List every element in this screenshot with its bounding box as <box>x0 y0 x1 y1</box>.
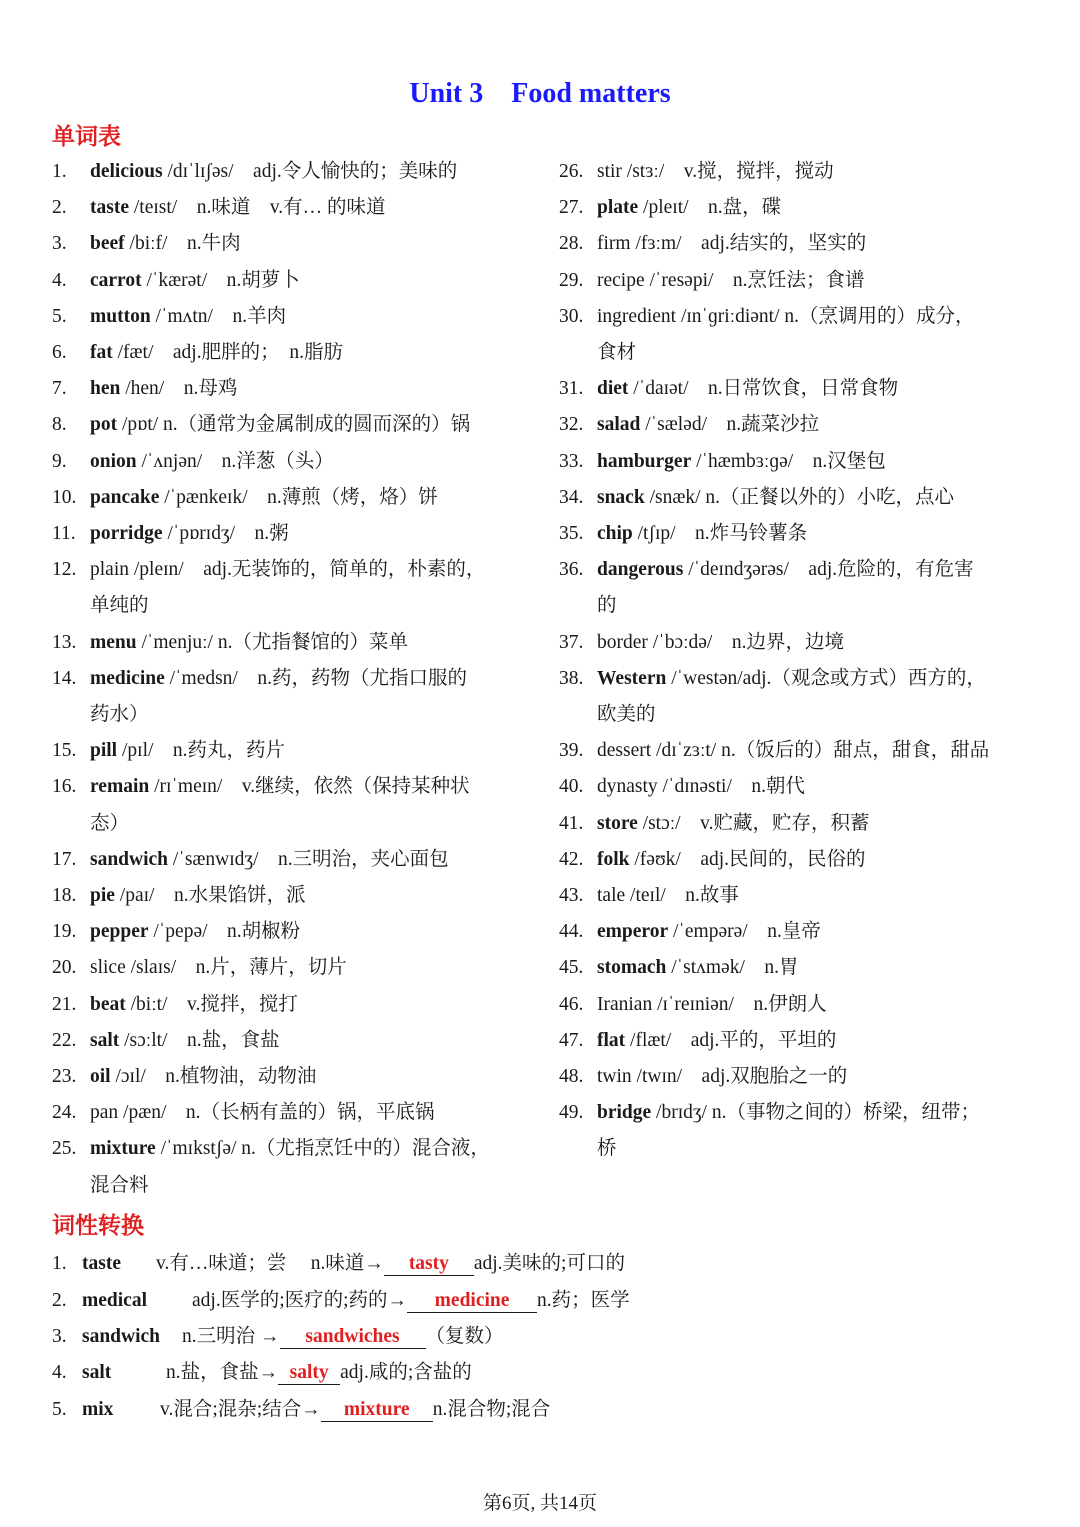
conversion-item <box>52 1356 472 1385</box>
entry-definition-continued: 欧美的 <box>597 704 656 726</box>
conversion-item <box>52 1247 625 1276</box>
entry-definition: /teɪl/ n.故事 <box>625 885 739 907</box>
entry-word: tale <box>597 885 626 907</box>
entry-definition-continued: 单纯的 <box>90 595 149 617</box>
vocab-entry <box>559 299 1039 371</box>
entry-number: 28. <box>559 233 584 255</box>
entry-word: onion <box>90 450 137 472</box>
entry-number: 44. <box>559 921 584 943</box>
vocab-entry <box>52 769 532 841</box>
entry-word: menu <box>90 631 137 653</box>
entry-word: pie <box>90 885 115 907</box>
vocab-entry <box>559 371 1039 407</box>
entry-number: 47. <box>559 1029 584 1051</box>
vocab-entry <box>559 733 1039 769</box>
entry-number: 7. <box>52 378 67 400</box>
entry-number: 11. <box>52 523 76 545</box>
entry-definition: /ˈwestən/adj.（观念或方式）西方的， <box>666 667 986 689</box>
entry-word: snack <box>597 486 645 508</box>
conversion-meaning: v.混合;混杂;结合 <box>160 1399 302 1420</box>
vocab-entry <box>559 480 1039 516</box>
entry-word: oil <box>90 1066 111 1088</box>
entry-word: hen <box>90 378 121 400</box>
entry-word: emperor <box>597 921 669 943</box>
entry-number: 35. <box>559 523 584 545</box>
entry-word: dangerous <box>597 559 684 581</box>
conversion-number: 3. <box>52 1326 67 1347</box>
entry-number: 46. <box>559 993 584 1015</box>
entry-number: 38. <box>559 667 584 689</box>
vocab-entry <box>52 1059 532 1095</box>
entry-definition: /ˈkærət/ n.胡萝卜 <box>141 269 300 291</box>
entry-definition: /slaɪs/ n.片，薄片，切片 <box>125 957 347 979</box>
entry-number: 31. <box>559 378 584 400</box>
conversion-word: mix <box>82 1399 114 1420</box>
entry-number: 1. <box>52 161 67 182</box>
entry-word: recipe <box>597 269 645 291</box>
entry-word: twin <box>597 1066 632 1088</box>
entry-definition-continued: 药水） <box>90 704 149 726</box>
entry-definition: /brɪdʒ/ n.（事物之间的）桥梁，纽带； <box>651 1102 980 1124</box>
entry-word: ingredient <box>597 305 677 327</box>
vocab-entry <box>52 190 532 226</box>
entry-word: Western <box>597 667 667 689</box>
entry-word: fat <box>90 342 113 364</box>
entry-word: delicious <box>90 161 163 182</box>
entry-definition: /ˈresəpi/ n.烹饪法；食谱 <box>644 269 865 291</box>
entry-definition: /pleɪt/ n.盘，碟 <box>638 197 782 219</box>
vocab-entry <box>52 878 532 914</box>
entry-number: 49. <box>559 1102 584 1124</box>
conversion-answer: mixture <box>321 1399 433 1422</box>
entry-number: 25. <box>52 1138 77 1160</box>
conversion-answer: sandwiches <box>280 1326 426 1349</box>
conversion-number: 4. <box>52 1362 67 1383</box>
page-footer: 第6页, 共14页 <box>482 1493 597 1514</box>
entry-number: 30. <box>559 305 584 327</box>
entry-number: 39. <box>559 740 584 762</box>
vocab-entry <box>52 1131 532 1203</box>
entry-number: 10. <box>52 486 77 508</box>
entry-number: 19. <box>52 921 77 943</box>
entry-word: taste <box>90 197 129 219</box>
entry-number: 12. <box>52 559 77 581</box>
vocab-entry <box>52 226 532 262</box>
conversion-number: 5. <box>52 1399 67 1420</box>
conversion-item <box>52 1393 550 1422</box>
entry-definition: /ˈpænkeɪk/ n.薄煎（烤，烙）饼 <box>159 486 438 508</box>
vocab-column-right <box>559 154 1039 1168</box>
conversion-item <box>52 1320 504 1349</box>
entry-definition: /ˈʌnjən/ n.洋葱（头） <box>136 450 334 472</box>
entry-number: 21. <box>52 993 77 1015</box>
vocab-entry <box>559 806 1039 842</box>
entry-definition-continued: 食材 <box>597 342 637 364</box>
entry-number: 16. <box>52 776 77 798</box>
vocab-entry <box>559 407 1039 443</box>
entry-number: 37. <box>559 631 584 653</box>
vocab-entry <box>559 1059 1039 1095</box>
entry-definition: /fɜːm/ adj.结实的，坚实的 <box>630 233 867 255</box>
entry-number: 9. <box>52 450 67 472</box>
entry-word: folk <box>597 848 630 870</box>
entry-definition: /tʃɪp/ n.炸马铃薯条 <box>632 523 808 545</box>
vocab-entry <box>52 842 532 878</box>
conversion-answer: tasty <box>384 1253 474 1276</box>
conversion-target-meaning: adj.咸的;含盐的 <box>340 1362 472 1383</box>
entry-word: remain <box>90 776 150 798</box>
entry-definition-continued: 混合料 <box>90 1174 149 1196</box>
vocab-column-left <box>52 154 532 1204</box>
entry-word: flat <box>597 1029 626 1051</box>
vocab-entry <box>559 987 1039 1023</box>
conversion-target-meaning: （复数） <box>425 1326 504 1347</box>
entry-number: 36. <box>559 559 584 581</box>
entry-word: stir <box>597 161 622 182</box>
vocab-entry <box>52 516 532 552</box>
entry-word: pan <box>90 1102 119 1124</box>
arrow-icon: → <box>364 1253 384 1274</box>
entry-number: 32. <box>559 414 584 436</box>
entry-definition: /teɪst/ n.味道 v.有… 的味道 <box>128 197 386 219</box>
entry-word: firm <box>597 233 631 255</box>
arrow-icon: → <box>387 1290 408 1311</box>
entry-word: bridge <box>597 1102 652 1124</box>
entry-definition-continued: 桥 <box>597 1138 617 1160</box>
entry-definition: /ɔɪl/ n.植物油，动物油 <box>110 1066 317 1088</box>
entry-word: pot <box>90 414 118 436</box>
conversion-target-meaning: n.药；医学 <box>537 1290 630 1311</box>
entry-definition: /flæt/ adj.平的，平坦的 <box>625 1029 837 1051</box>
entry-definition-continued: 的 <box>597 595 617 617</box>
unit-label: Unit 3 <box>409 78 484 109</box>
entry-definition: /stɔː/ v.贮藏，贮存，积蓄 <box>637 812 870 834</box>
entry-definition: /ˈmʌtn/ n.羊肉 <box>150 305 287 327</box>
entry-definition: /twɪn/ adj.双胞胎之一的 <box>631 1066 848 1088</box>
entry-number: 5. <box>52 305 67 327</box>
entry-definition: /ˈsæləd/ n.蔬菜沙拉 <box>640 414 820 436</box>
entry-word: Iranian <box>597 993 653 1015</box>
entry-number: 14. <box>52 667 77 689</box>
entry-definition: /ɪnˈɡriːdiənt/ n.（烹调用的）成分， <box>676 305 975 327</box>
entry-definition: /pɒt/ n.（通常为金属制成的圆而深的）锅 <box>117 414 471 436</box>
entry-number: 20. <box>52 957 77 979</box>
conversion-number: 1. <box>52 1253 67 1274</box>
entry-word: beef <box>90 233 125 255</box>
entry-word: pepper <box>90 921 149 943</box>
entry-word: mutton <box>90 305 151 327</box>
entry-word: plate <box>597 197 639 219</box>
entry-word: plain <box>90 559 129 581</box>
entry-number: 33. <box>559 450 584 472</box>
entry-word: medicine <box>90 667 165 689</box>
entry-number: 17. <box>52 848 77 870</box>
entry-definition: /dɪˈlɪʃəs/ adj.令人愉快的；美味的 <box>162 161 458 182</box>
entry-word: salt <box>90 1029 120 1051</box>
entry-word: chip <box>597 523 633 545</box>
entry-word: salad <box>597 414 641 436</box>
entry-number: 43. <box>559 885 584 907</box>
entry-definition: /rɪˈmeɪn/ v.继续，依然（保持某种状 <box>149 776 470 798</box>
vocab-entry <box>559 950 1039 986</box>
vocab-entry <box>52 480 532 516</box>
entry-definition: /ˈempərə/ n.皇帝 <box>668 921 821 943</box>
entry-definition: /ˈmɪkstʃə/ n.（尤指烹饪中的）混合液， <box>155 1138 490 1160</box>
entry-definition: /ˈsænwɪdʒ/ n.三明治，夹心面包 <box>168 848 449 870</box>
conversion-answer: salty <box>278 1362 340 1385</box>
vocab-entry <box>52 1023 532 1059</box>
entry-definition: /hen/ n.母鸡 <box>120 378 238 400</box>
conversion-target-meaning: n.混合物;混合 <box>432 1399 551 1420</box>
entry-definition: /biːt/ v.搅拌，搅打 <box>125 993 298 1015</box>
vocab-entry <box>559 552 1039 624</box>
entry-definition: /dɪˈzɜːt/ n.（饭后的）甜点，甜食，甜品 <box>651 740 990 762</box>
section-heading-conversion: 词性转换 <box>52 1213 144 1239</box>
vocab-entry <box>559 914 1039 950</box>
entry-number: 13. <box>52 631 77 653</box>
vocab-entry <box>52 154 532 190</box>
vocab-entry <box>52 661 532 733</box>
entry-word: dynasty <box>597 776 658 798</box>
conversion-word: taste <box>82 1253 121 1274</box>
entry-definition: /paɪ/ n.水果馅饼，派 <box>114 885 306 907</box>
entry-number: 26. <box>559 161 584 182</box>
entry-definition: /stɜː/ v.搅，搅拌，搅动 <box>621 161 834 182</box>
entry-number: 42. <box>559 848 584 870</box>
entry-definition: /sɔːlt/ n.盐，食盐 <box>119 1029 280 1051</box>
entry-word: carrot <box>90 269 142 291</box>
entry-word: border <box>597 631 648 653</box>
vocab-entry <box>52 950 532 986</box>
page-title <box>0 78 1080 110</box>
entry-definition: /fəʊk/ adj.民间的，民俗的 <box>629 848 866 870</box>
entry-definition: /ˈmedsn/ n.药，药物（尤指口服的 <box>164 667 467 689</box>
vocab-entry <box>559 661 1039 733</box>
entry-number: 27. <box>559 197 584 219</box>
vocab-entry <box>52 444 532 480</box>
entry-number: 24. <box>52 1102 77 1124</box>
entry-word: stomach <box>597 957 667 979</box>
vocab-entry <box>52 263 532 299</box>
vocab-entry <box>559 1023 1039 1059</box>
entry-definition: /ɪˈreɪniən/ n.伊朗人 <box>652 993 827 1015</box>
vocab-entry <box>52 552 532 624</box>
entry-word: dessert <box>597 740 652 762</box>
entry-definition: /pæn/ n.（长柄有盖的）锅，平底锅 <box>118 1102 435 1124</box>
conversion-meaning: v.有…味道；尝 n.味道 <box>156 1253 365 1274</box>
entry-definition: /ˈdaɪət/ n.日常饮食，日常食物 <box>628 378 899 400</box>
conversion-item <box>52 1284 630 1313</box>
vocab-entry <box>52 733 532 769</box>
entry-word: sandwich <box>90 848 169 870</box>
entry-definition: /ˈhæmbɜːɡə/ n.汉堡包 <box>691 450 886 472</box>
entry-definition: /ˈdeɪndʒərəs/ adj.危险的，有危害 <box>683 559 974 581</box>
conversion-target-meaning: adj.美味的;可口的 <box>473 1253 625 1274</box>
unit-topic: Food matters <box>511 78 671 109</box>
conversion-answer: medicine <box>407 1290 537 1313</box>
entry-word: porridge <box>90 523 163 545</box>
entry-word: diet <box>597 378 629 400</box>
entry-number: 15. <box>52 740 77 762</box>
vocab-entry <box>52 914 532 950</box>
conversion-meaning: n.盐，食盐 <box>166 1362 259 1383</box>
conversion-word: medical <box>82 1290 147 1311</box>
entry-definition: /biːf/ n.牛肉 <box>124 233 241 255</box>
vocab-entry <box>559 263 1039 299</box>
arrow-icon: → <box>258 1362 279 1383</box>
entry-number: 2. <box>52 197 67 219</box>
entry-word: beat <box>90 993 126 1015</box>
entry-number: 3. <box>52 233 67 255</box>
entry-number: 34. <box>559 486 584 508</box>
entry-number: 40. <box>559 776 584 798</box>
entry-definition: /ˈmenjuː/ n.（尤指餐馆的）菜单 <box>136 631 408 653</box>
entry-definition: /ˈstʌmək/ n.胃 <box>666 957 799 979</box>
vocab-entry <box>52 335 532 371</box>
vocab-entry <box>559 226 1039 262</box>
vocab-entry <box>559 878 1039 914</box>
entry-word: mixture <box>90 1138 156 1160</box>
entry-definition: /pɪl/ n.药丸，药片 <box>117 740 286 762</box>
arrow-icon: → <box>260 1326 280 1347</box>
entry-number: 41. <box>559 812 584 834</box>
vocab-entry <box>52 299 532 335</box>
section-heading-vocab: 单词表 <box>52 124 121 150</box>
entry-definition: /pleɪn/ adj.无装饰的，简单的，朴素的， <box>129 559 486 581</box>
entry-definition: /snæk/ n.（正餐以外的）小吃，点心 <box>644 486 954 508</box>
entry-word: pancake <box>90 486 160 508</box>
vocab-entry <box>52 407 532 443</box>
entry-number: 48. <box>559 1066 584 1088</box>
entry-number: 22. <box>52 1029 77 1051</box>
entry-definition: /ˈpɒrɪdʒ/ n.粥 <box>162 523 289 545</box>
entry-number: 45. <box>559 957 584 979</box>
entry-number: 23. <box>52 1066 77 1088</box>
vocab-entry <box>52 987 532 1023</box>
entry-number: 8. <box>52 414 67 436</box>
entry-definition: /ˈbɔːdə/ n.边界，边境 <box>647 631 844 653</box>
conversion-number: 2. <box>52 1290 67 1311</box>
entry-word: store <box>597 812 638 834</box>
entry-number: 4. <box>52 269 67 291</box>
entry-word: pill <box>90 740 118 762</box>
vocab-entry <box>559 842 1039 878</box>
entry-definition-continued: 态） <box>90 812 130 834</box>
vocab-entry <box>559 625 1039 661</box>
vocab-entry <box>559 444 1039 480</box>
conversion-word: salt <box>82 1362 112 1383</box>
conversion-meaning: n.三明治 <box>182 1326 261 1347</box>
entry-definition: /ˈdɪnəsti/ n.朝代 <box>657 776 805 798</box>
vocab-entry <box>52 625 532 661</box>
entry-word: hamburger <box>597 450 692 472</box>
conversion-word: sandwich <box>82 1326 161 1347</box>
vocab-entry <box>559 190 1039 226</box>
arrow-icon: → <box>301 1399 321 1420</box>
entry-number: 6. <box>52 342 67 364</box>
vocab-entry <box>559 516 1039 552</box>
vocab-entry <box>559 769 1039 805</box>
entry-definition: /ˈpepə/ n.胡椒粉 <box>148 921 301 943</box>
vocab-entry <box>559 1095 1039 1167</box>
entry-definition: /fæt/ adj.肥胖的； n.脂肪 <box>112 342 343 364</box>
conversion-meaning: adj.医学的;医疗的;药的 <box>192 1290 388 1311</box>
vocab-entry <box>52 1095 532 1131</box>
vocab-entry <box>559 154 1039 190</box>
entry-number: 29. <box>559 269 584 291</box>
entry-word: slice <box>90 957 126 979</box>
entry-number: 18. <box>52 885 77 907</box>
vocab-entry <box>52 371 532 407</box>
